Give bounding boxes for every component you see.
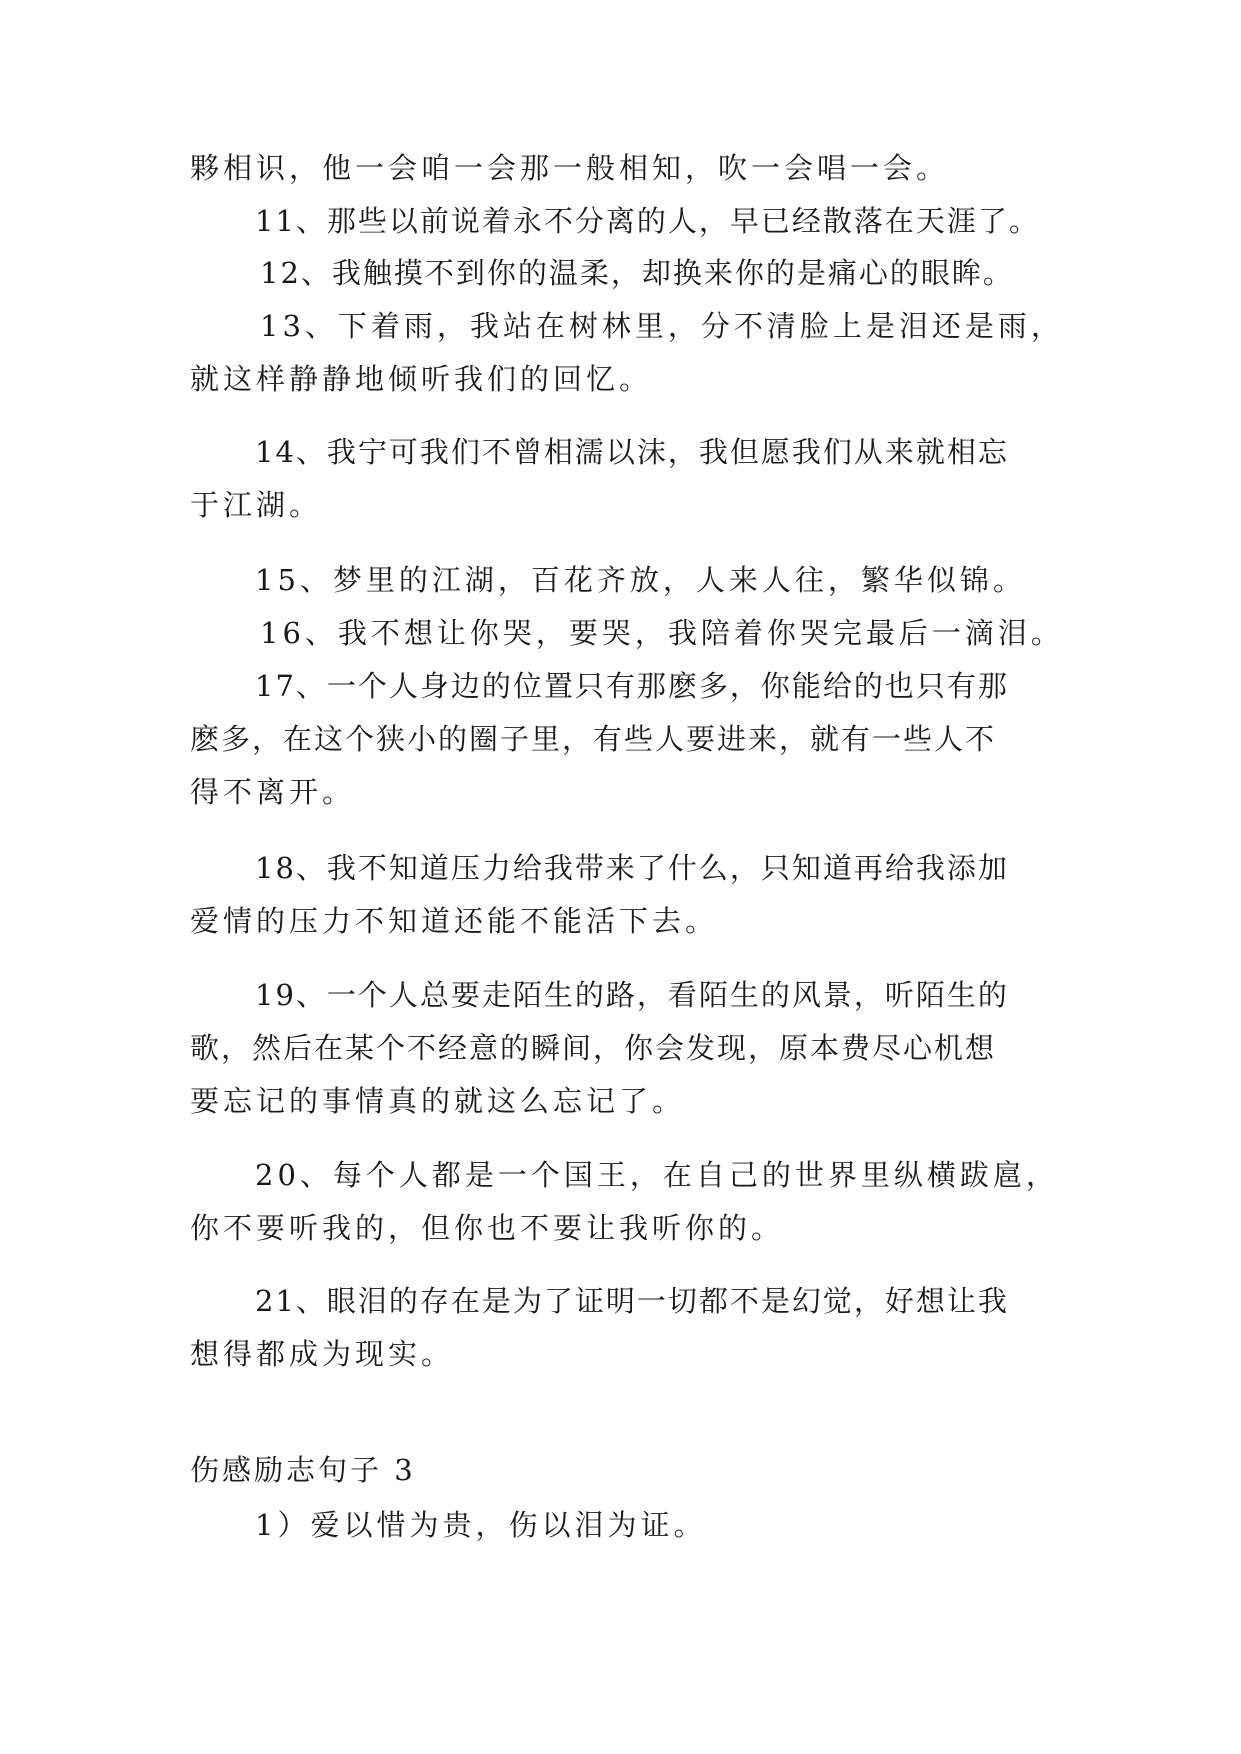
paragraph-line: 18、我不知道压力给我带来了什么，只知道再给我添加 xyxy=(255,851,1009,885)
paragraph-line: 20、每个人都是一个国王，在自己的世界里纵横跋扈， xyxy=(255,1158,1059,1192)
paragraph-line: 1）爱以惜为贵，伤以泪为证。 xyxy=(255,1508,707,1542)
paragraph-line: 歌，然后在某个不经意的瞬间，你会发现，原本费尽心机想 xyxy=(190,1031,997,1065)
paragraph-line: 11、那些以前说着永不分离的人，早已经散落在天涯了。 xyxy=(255,204,1040,238)
paragraph-line: 想得都成为现实。 xyxy=(190,1337,455,1371)
paragraph-line: 就这样静静地倾听我们的回忆。 xyxy=(190,362,653,396)
paragraph-line: 17、一个人身边的位置只有那麽多，你能给的也只有那 xyxy=(255,669,1009,703)
paragraph-line: 爱情的压力不知道还能不能活下去。 xyxy=(190,904,719,938)
paragraph-line: 于江湖。 xyxy=(190,488,323,522)
paragraph-line: 要忘记的事情真的就这么忘记了。 xyxy=(190,1084,686,1118)
paragraph-line: 19、一个人总要走陌生的路，看陌生的风景，听陌生的 xyxy=(255,978,1009,1012)
section-heading: 伤感励志句子 3 xyxy=(190,1453,416,1487)
paragraph-line: 12、我触摸不到你的温柔，却换来你的是痛心的眼眸。 xyxy=(260,256,1014,290)
paragraph-line: 14、我宁可我们不曾相濡以沫，我但愿我们从来就相忘 xyxy=(255,435,1009,469)
paragraph-line: 21、眼泪的存在是为了证明一切都不是幻觉，好想让我 xyxy=(255,1284,1009,1318)
paragraph-line: 你不要听我的，但你也不要让我听你的。 xyxy=(190,1211,785,1245)
paragraph-line: 麽多，在这个狭小的圈子里，有些人要进来，就有一些人不 xyxy=(190,722,997,756)
paragraph-line: 夥相识，他一会咱一会那一般相知，吹一会唱一会。 xyxy=(190,151,950,185)
paragraph-line: 得不离开。 xyxy=(190,775,356,809)
paragraph-line: 16、我不想让你哭，要哭，我陪着你哭完最后一滴泪。 xyxy=(260,616,1064,650)
paragraph-line: 13、下着雨，我站在树林里，分不清脸上是泪还是雨， xyxy=(260,309,1064,343)
paragraph-line: 15、梦里的江湖，百花齐放，人来人往，繁华似锦。 xyxy=(255,563,1026,597)
